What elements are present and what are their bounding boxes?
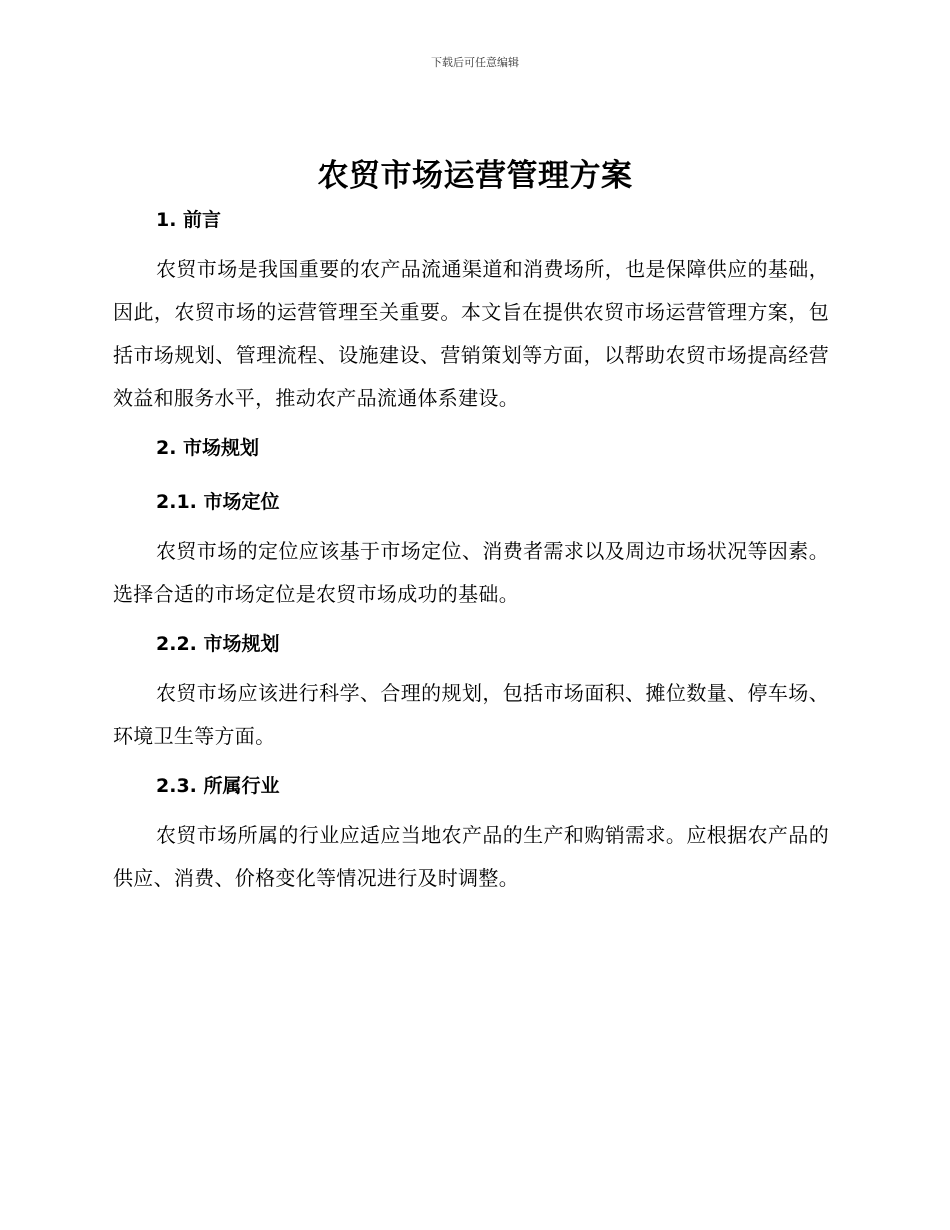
document-title: 农贸市场运营管理方案 bbox=[317, 158, 633, 194]
paragraph-preface: 农贸市场是我国重要的农产品流通渠道和消费场所，也是保障供应的基础，因此，农贸市场的运营管理至关重要。本文旨在提供农贸市场运营管理方案，包括市场规划、管理流程、设施建设、营销策划等方面，以帮助农贸市场提高经营效益和服务水平，推动农产品流通体系建设。 bbox=[113, 257, 829, 410]
paragraph-market-positioning: 农贸市场的定位应该基于市场定位、消费者需求以及周边市场状况等因素。选择合适的市场定位是农贸市场成功的基础。 bbox=[113, 539, 829, 606]
header-note: 下载后可任意编辑 bbox=[431, 56, 519, 69]
paragraph-industry: 农贸市场所属的行业应适应当地农产品的生产和购销需求。应根据农产品的供应、消费、价格变化等情况进行及时调整。 bbox=[113, 823, 829, 890]
section-heading-preface: 1. 前言 bbox=[156, 209, 222, 231]
subsection-heading-industry: 2.3. 所属行业 bbox=[156, 775, 280, 797]
section-heading-market-planning: 2. 市场规划 bbox=[156, 437, 260, 459]
subsection-heading-market-positioning: 2.1. 市场定位 bbox=[156, 491, 280, 513]
paragraph-market-planning: 农贸市场应该进行科学、合理的规划，包括市场面积、摊位数量、停车场、环境卫生等方面。 bbox=[113, 681, 829, 748]
document-body bbox=[113, 204, 829, 900]
subsection-heading-market-planning: 2.2. 市场规划 bbox=[156, 633, 280, 655]
